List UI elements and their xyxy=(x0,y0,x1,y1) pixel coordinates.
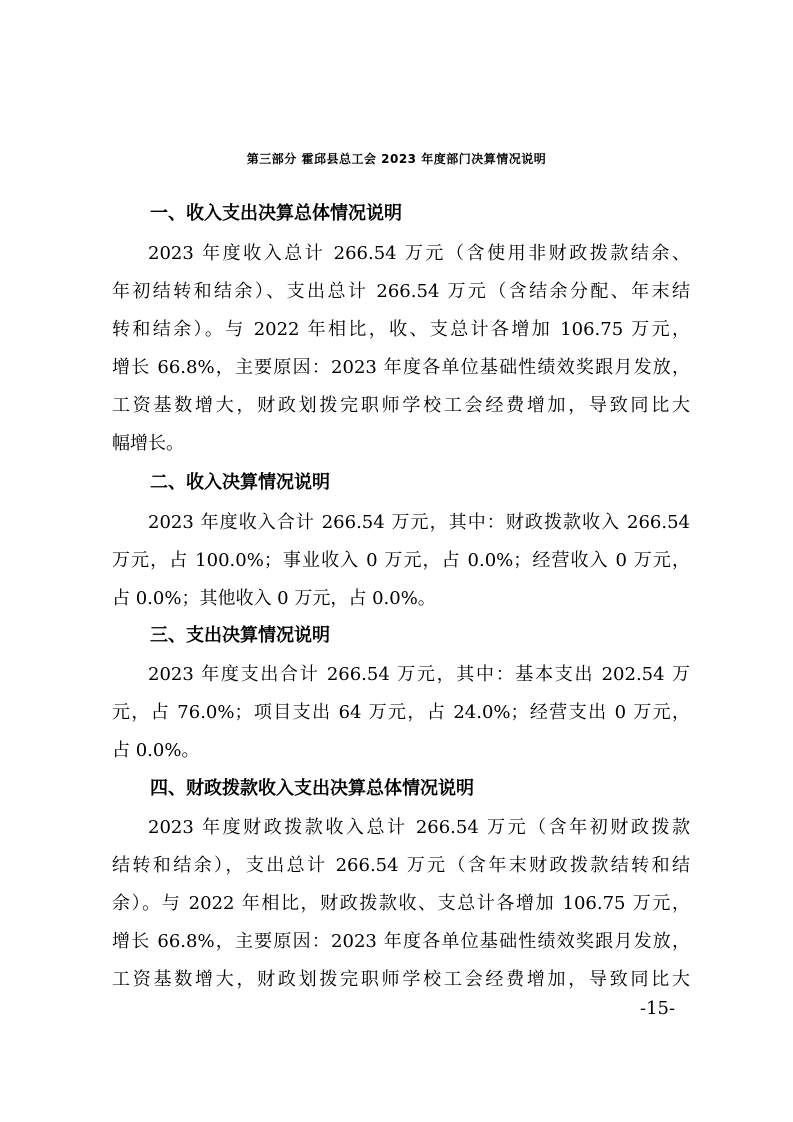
page-number: -15- xyxy=(640,998,676,1019)
paragraph-line: 年初结转和结余）、支出总计 266.54 万元（含结余分配、年末结 xyxy=(112,281,690,302)
section-heading-1: 一、收入支出决算总体情况说明 xyxy=(150,203,402,224)
paragraph-line: 万元，占 100.0%；事业收入 0 万元，占 0.0%；经营收入 0 万元， xyxy=(112,550,690,571)
paragraph-line: 增长 66.8%，主要原因：2023 年度各单位基础性绩效奖跟月发放， xyxy=(112,931,690,952)
paragraph-line: 元，占 76.0%；项目支出 64 万元，占 24.0%；经营支出 0 万元， xyxy=(112,702,690,723)
section-heading-2: 二、收入决算情况说明 xyxy=(150,472,330,493)
paragraph-line: 转和结余）。与 2022 年相比，收、支总计各增加 106.75 万元， xyxy=(112,319,690,340)
paragraph-line: 2023 年度收入总计 266.54 万元（含使用非财政拨款结余、 xyxy=(148,243,690,264)
paragraph-line: 2023 年度收入合计 266.54 万元，其中：财政拨款收入 266.54 xyxy=(148,512,690,533)
section-heading-4: 四、财政拨款收入支出决算总体情况说明 xyxy=(150,778,474,799)
paragraph-line: 工资基数增大，财政划拨完职师学校工会经费增加，导致同比大 xyxy=(112,969,690,990)
paragraph-line: 幅增长。 xyxy=(112,433,184,454)
paragraph-line: 2023 年度财政拨款收入总计 266.54 万元（含年初财政拨款 xyxy=(148,817,690,838)
paragraph-line: 占 0.0%；其他收入 0 万元，占 0.0%。 xyxy=(112,588,436,609)
page-title: 第三部分 霍邱县总工会 2023 年度部门决算情况说明 xyxy=(246,152,547,166)
paragraph-line: 余）。与 2022 年相比，财政拨款收、支总计各增加 106.75 万元， xyxy=(112,893,690,914)
paragraph-line: 工资基数增大，财政划拨完职师学校工会经费增加，导致同比大 xyxy=(112,395,690,416)
paragraph-line: 2023 年度支出合计 266.54 万元，其中：基本支出 202.54 万 xyxy=(148,664,690,685)
paragraph-line: 增长 66.8%，主要原因：2023 年度各单位基础性绩效奖跟月发放， xyxy=(112,357,690,378)
section-heading-3: 三、支出决算情况说明 xyxy=(150,625,330,646)
paragraph-line: 结转和结余），支出总计 266.54 万元（含年末财政拨款结转和结 xyxy=(112,855,690,876)
paragraph-line: 占 0.0%。 xyxy=(112,740,200,761)
